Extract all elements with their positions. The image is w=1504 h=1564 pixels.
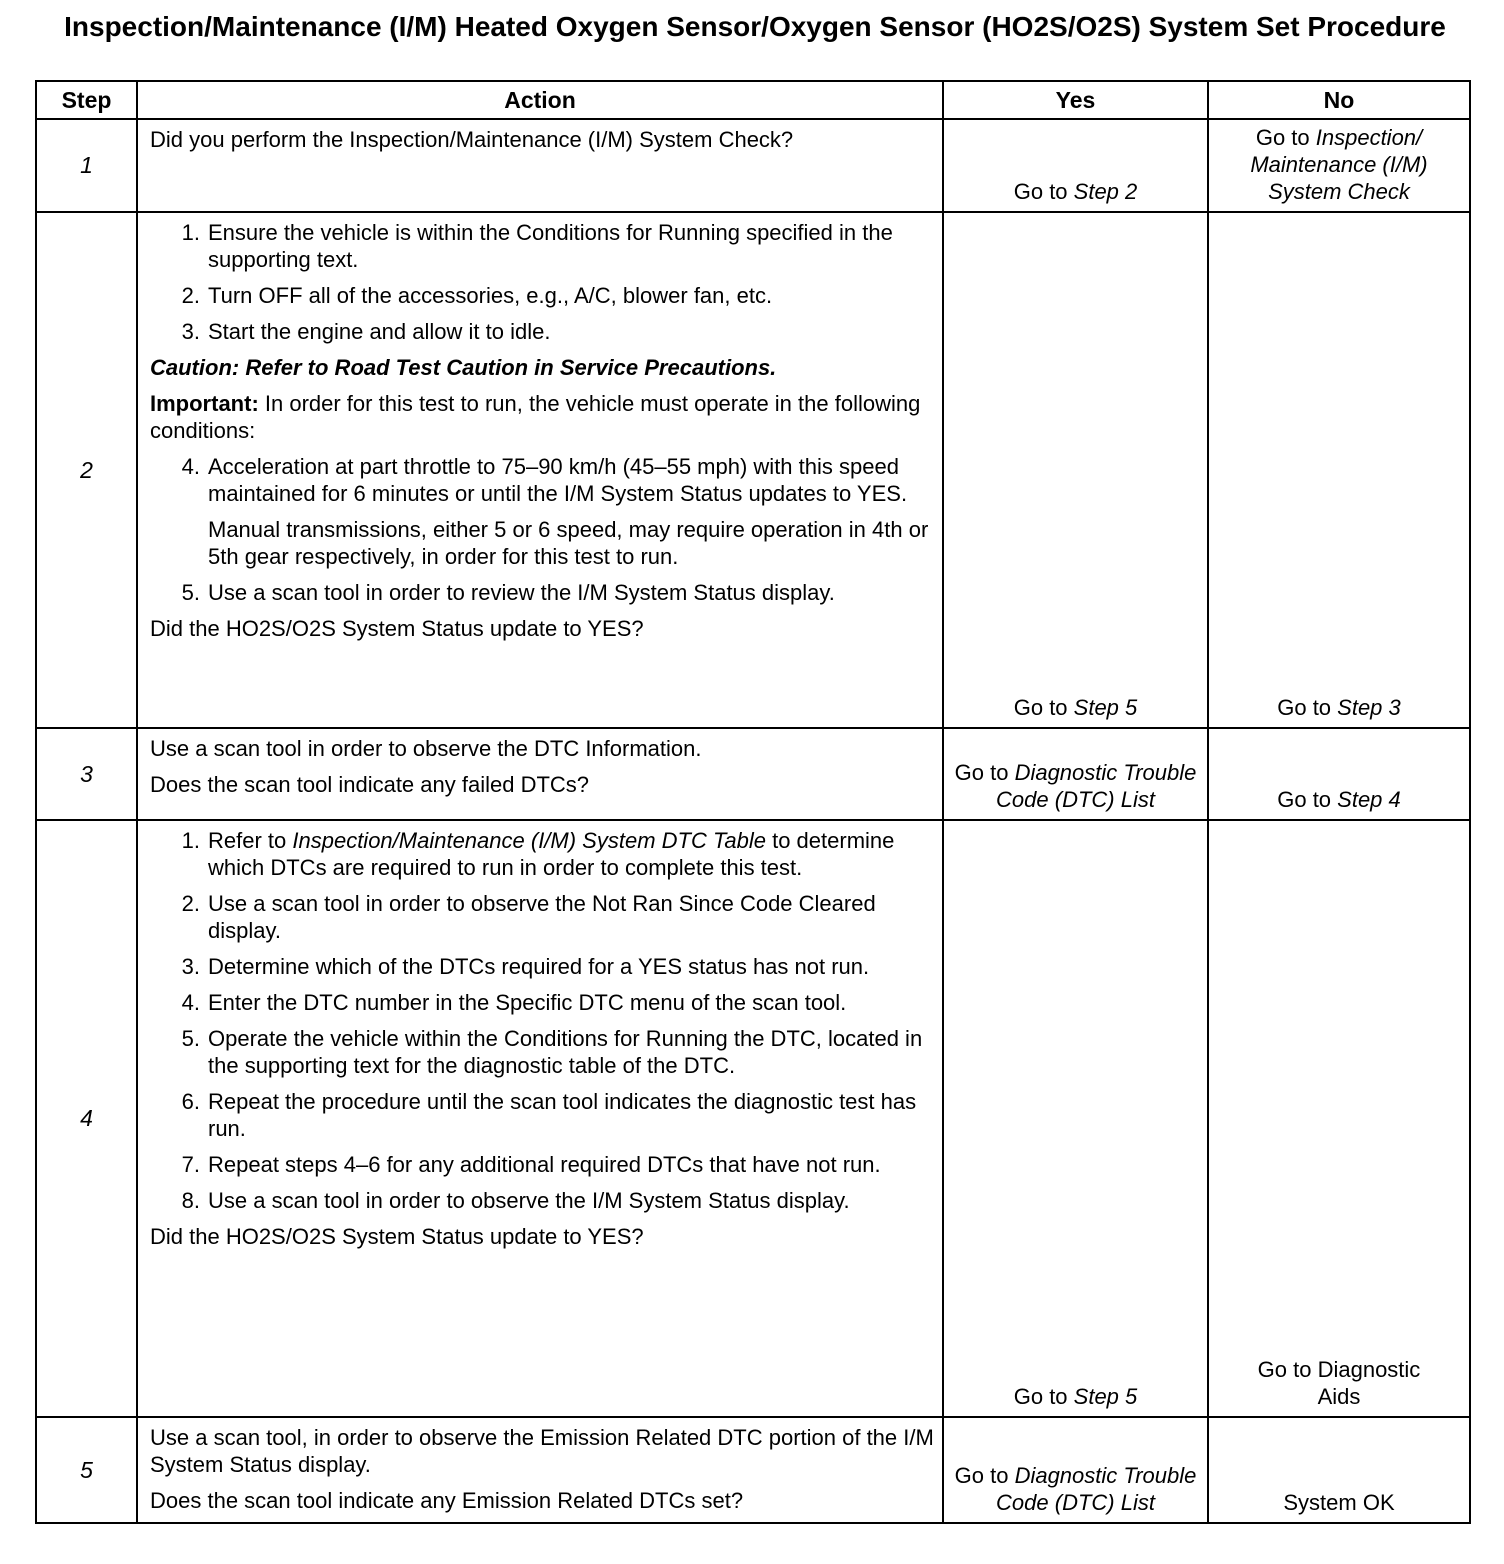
action-steps-list xyxy=(150,453,934,507)
caution-note: Caution: Refer to Road Test Caution in Service Precautions. xyxy=(150,355,777,380)
procedure-table xyxy=(35,80,1471,1524)
goto-prefix: Go to xyxy=(1255,125,1316,150)
action-cell xyxy=(137,119,943,212)
page-title: Inspection/Maintenance (I/M) Heated Oxygen Sensor/Oxygen Sensor (HO2S/O2S) System Set Procedure xyxy=(64,11,1446,42)
action-question: Does the scan tool indicate any Emission Related DTCs set? xyxy=(150,1488,744,1513)
step-number: 4 xyxy=(36,820,137,1417)
list-item: 4. Acceleration at part throttle to 75–90 km/h (45–55 mph) with this speed maintained for 6 minutes or until the I/M System Status updates to YES. xyxy=(181,454,908,506)
goto-link-im-system-check[interactable]: Inspection/ Maintenance (I/M) System Check xyxy=(1250,125,1428,204)
goto-link-dtc-list[interactable]: Diagnostic Trouble Code (DTC) List xyxy=(996,760,1197,812)
step-number: 2 xyxy=(36,212,137,728)
yes-cell xyxy=(943,728,1208,820)
system-ok-text: System OK xyxy=(1283,1490,1395,1515)
no-cell xyxy=(1208,212,1470,728)
header-action: Action xyxy=(137,81,943,119)
action-cell xyxy=(137,728,943,820)
action-question: Does the scan tool indicate any failed DTCs? xyxy=(150,772,590,797)
table-row-step-3 xyxy=(36,728,1470,820)
no-cell xyxy=(1208,119,1470,212)
table-row-step-5 xyxy=(36,1417,1470,1523)
list-item: 6. Repeat the procedure until the scan tool indicates the diagnostic test has run. xyxy=(181,1089,917,1141)
table-header-row xyxy=(36,81,1470,119)
action-steps-list xyxy=(150,579,934,606)
list-item: 3. Determine which of the DTCs required for a YES status has not run. xyxy=(181,954,870,979)
goto-prefix: Go to xyxy=(1013,695,1074,720)
action-cell xyxy=(137,820,943,1417)
list-item: 7. Repeat steps 4–6 for any additional required DTCs that have not run. xyxy=(181,1152,881,1177)
action-text: Use a scan tool, in order to observe the Emission Related DTC portion of the I/M System Status display. xyxy=(150,1425,934,1477)
step-number: 5 xyxy=(36,1417,137,1523)
step-number: 3 xyxy=(36,728,137,820)
goto-link-dtc-list[interactable]: Diagnostic Trouble Code (DTC) List xyxy=(996,1463,1197,1515)
action-question: Did the HO2S/O2S System Status update to YES? xyxy=(150,616,644,641)
action-question: Did the HO2S/O2S System Status update to YES? xyxy=(150,1224,644,1249)
list-item: 8. Use a scan tool in order to observe the I/M System Status display. xyxy=(181,1188,850,1213)
list-item: 1. Refer to Inspection/Maintenance (I/M) System DTC Table to determine which DTCs are required to run in order to complete this test. xyxy=(181,828,895,880)
header-yes: Yes xyxy=(943,81,1208,119)
action-steps-list xyxy=(150,219,934,345)
goto-prefix: Go to xyxy=(954,760,1015,785)
yes-cell xyxy=(943,119,1208,212)
goto-prefix: Go to xyxy=(954,1463,1015,1488)
action-question: Did you perform the Inspection/Maintenance (I/M) System Check? xyxy=(150,127,794,152)
goto-prefix: Go to xyxy=(1277,787,1338,812)
header-step: Step xyxy=(36,81,137,119)
action-text: Use a scan tool in order to observe the DTC Information. xyxy=(150,736,702,761)
goto-prefix: Go to xyxy=(1277,695,1338,720)
header-no: No xyxy=(1208,81,1470,119)
table-row-step-2 xyxy=(36,212,1470,728)
table-row-step-1 xyxy=(36,119,1470,212)
dtc-table-reference[interactable]: Inspection/Maintenance (I/M) System DTC Table xyxy=(292,828,766,853)
goto-link-step-5[interactable]: Step 5 xyxy=(1073,695,1138,720)
transmission-note: Manual transmissions, either 5 or 6 speed, may require operation in 4th or 5th gear respectively, in order for this test to run. xyxy=(208,517,929,569)
action-steps-list xyxy=(150,827,934,1214)
step-number: 1 xyxy=(36,119,137,212)
list-item: 3. Start the engine and allow it to idle. xyxy=(181,319,551,344)
list-item: 5. Use a scan tool in order to review the I/M System Status display. xyxy=(181,580,835,605)
table-row-step-4 xyxy=(36,820,1470,1417)
list-item: 2. Use a scan tool in order to observe the Not Ran Since Code Cleared display. xyxy=(181,891,876,943)
list-item: 2. Turn OFF all of the accessories, e.g., A/C, blower fan, etc. xyxy=(181,283,773,308)
no-cell xyxy=(1208,728,1470,820)
no-cell xyxy=(1208,1417,1470,1523)
goto-diagnostic-aids[interactable]: Go to Diagnostic Aids xyxy=(1257,1357,1421,1409)
action-cell xyxy=(137,212,943,728)
goto-link-step-4[interactable]: Step 4 xyxy=(1337,787,1401,812)
list-item: 5. Operate the vehicle within the Conditions for Running the DTC, located in the supporting text for the diagnostic table of the DTC. xyxy=(181,1026,923,1078)
yes-cell xyxy=(943,820,1208,1417)
goto-link-step-3[interactable]: Step 3 xyxy=(1337,695,1401,720)
no-cell xyxy=(1208,820,1470,1417)
list-item: 4. Enter the DTC number in the Specific DTC menu of the scan tool. xyxy=(181,990,847,1015)
yes-cell xyxy=(943,212,1208,728)
goto-link-step-2[interactable]: Step 2 xyxy=(1073,179,1138,204)
list-item: 1. Ensure the vehicle is within the Conditions for Running specified in the supporting text. xyxy=(181,220,893,272)
action-cell xyxy=(137,1417,943,1523)
goto-prefix: Go to xyxy=(1013,1384,1074,1409)
goto-link-step-5[interactable]: Step 5 xyxy=(1073,1384,1138,1409)
goto-prefix: Go to xyxy=(1013,179,1074,204)
important-note: Important: In order for this test to run, the vehicle must operate in the following conditions: xyxy=(150,391,921,443)
yes-cell xyxy=(943,1417,1208,1523)
